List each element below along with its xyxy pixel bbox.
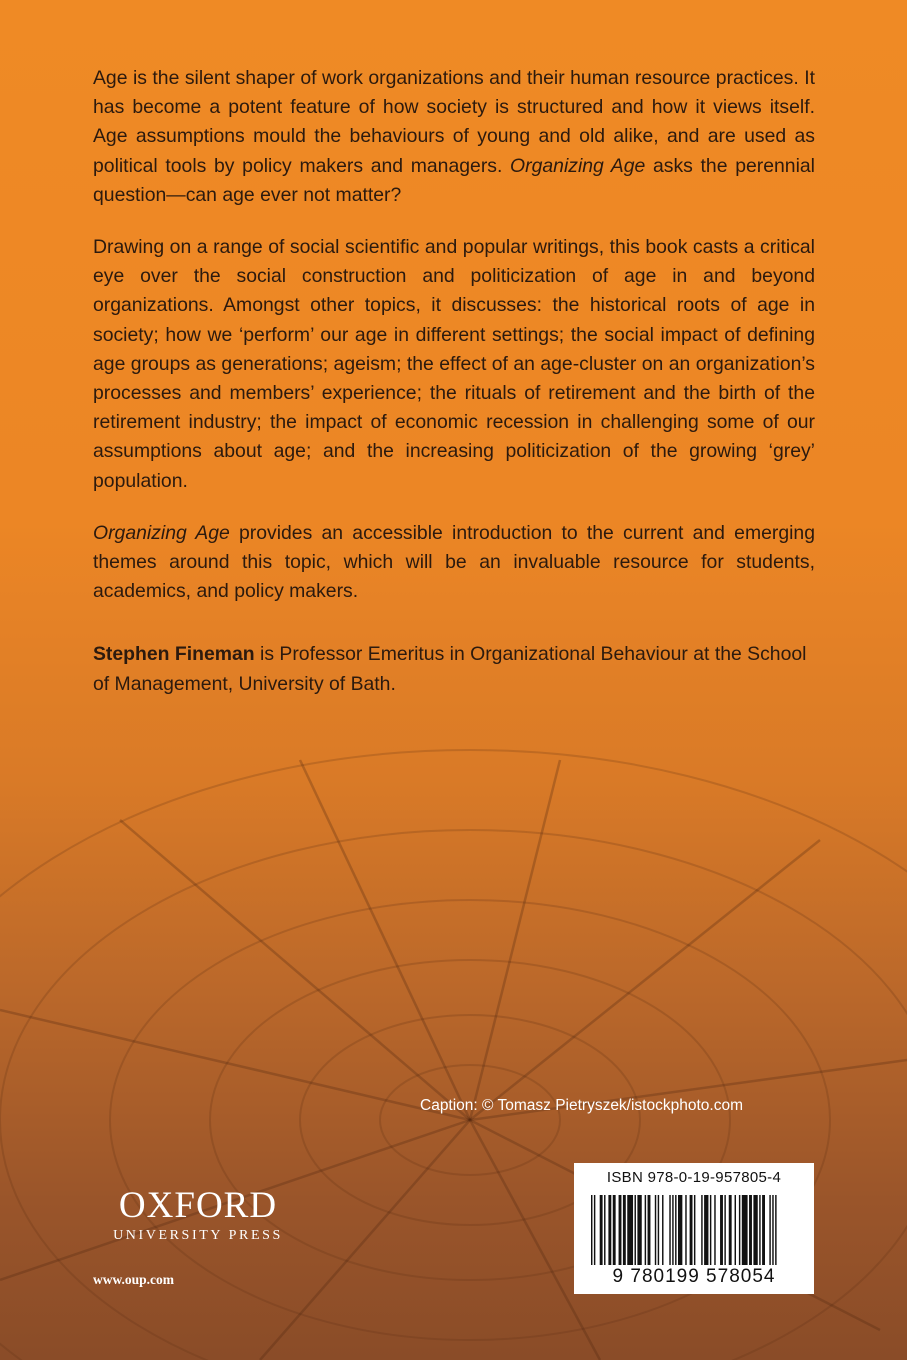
- barcode-bar: [655, 1195, 656, 1265]
- barcode-bars: [585, 1195, 803, 1265]
- author-name: Stephen Fineman: [93, 643, 255, 666]
- barcode-bar: [710, 1195, 711, 1265]
- isbn-barcode: [574, 1163, 814, 1294]
- barcode-bar: [701, 1195, 702, 1265]
- author-bio: Stephen Fineman is Professor Emeritus in Organizational Behaviour at the School of Management, University of Bath.: [93, 643, 807, 695]
- barcode-bar: [772, 1195, 773, 1265]
- barcode-bar: [690, 1195, 693, 1265]
- barcode-bar: [627, 1195, 633, 1265]
- barcode-bar: [635, 1195, 636, 1265]
- barcode-bar: [749, 1195, 752, 1265]
- barcode-bar: [619, 1195, 622, 1265]
- photo-caption: Caption: © Tomasz Pietryszek/istockphoto.com: [420, 1097, 743, 1114]
- barcode-bar: [604, 1195, 605, 1265]
- barcode-bar: [637, 1195, 641, 1265]
- barcode-bar: [594, 1195, 595, 1265]
- barcode-bar: [775, 1195, 776, 1265]
- blurb-paragraph-3: Organizing Age provides an accessible introduction to the current and emerging themes around this topic, which will be an invaluable resource for students, academics, and policy makers.: [93, 521, 816, 603]
- barcode-bar: [648, 1195, 651, 1265]
- isbn-label: ISBN 978-0-19-957805-4: [606, 1169, 782, 1186]
- barcode-bar: [678, 1195, 682, 1265]
- barcode-bar: [613, 1195, 616, 1265]
- barcode-bar: [685, 1195, 686, 1265]
- barcode-bar: [704, 1195, 708, 1265]
- barcode-bar: [672, 1195, 673, 1265]
- barcode-bar: [669, 1195, 670, 1265]
- publisher-url: www.oup.com: [93, 1272, 175, 1287]
- barcode-bar: [769, 1195, 770, 1265]
- barcode-bar: [729, 1195, 732, 1265]
- barcode-bar: [735, 1195, 736, 1265]
- barcode-bar: [753, 1195, 757, 1265]
- blurb-paragraph-1: Age is the silent shaper of work organizations and their human resource practices. It has become a potent feature of how society is structured and how it views itself. Age assumptions mould the behaviours of young and old alike, and are used as political tools by policy makers and managers. Organizing Age asks the perennial question—can age ever not matter?: [93, 67, 815, 206]
- blurb: [93, 64, 815, 722]
- barcode-bar: [623, 1195, 626, 1265]
- publisher-subtitle: UNIVERSITY PRESS: [113, 1228, 283, 1243]
- barcode-bar: [591, 1195, 592, 1265]
- barcode-digits: 9 780199 578054: [612, 1266, 776, 1287]
- barcode-bar: [762, 1195, 765, 1265]
- barcode-bar: [742, 1195, 748, 1265]
- barcode-bar: [714, 1195, 715, 1265]
- barcode-bar: [645, 1195, 646, 1265]
- barcode-bar: [724, 1195, 725, 1265]
- barcode-bar: [739, 1195, 740, 1265]
- barcode-bar: [600, 1195, 603, 1265]
- barcode-bar: [675, 1195, 676, 1265]
- barcode-bar: [759, 1195, 760, 1265]
- barcode-bar: [694, 1195, 695, 1265]
- barcode-bar: [608, 1195, 611, 1265]
- barcode-bar: [658, 1195, 659, 1265]
- book-title: Organizing Age: [93, 521, 230, 544]
- book-title: Organizing Age: [510, 154, 646, 177]
- publisher-name: OXFORD: [118, 1185, 278, 1226]
- barcode-bar: [662, 1195, 663, 1265]
- publisher-logo: [93, 1186, 303, 1244]
- barcode-bar: [720, 1195, 723, 1265]
- blurb-paragraph-2: Drawing on a range of social scientific and popular writings, this book casts a critical eye over the social construction and politicization of age in and beyond organizations. Amongst other topics, it discusses: the historical roots of age in society; how we ‘perform’ our age in different settings; the social impact of defining age groups as generations; ageism; the effect of an age-cluster on an organization’s processes and members’ experience; the rituals of retirement and the birth of the retirement industry; the impact of economic recession in challenging some of our assumptions about age; and the increasing politicization of the growing ‘grey’ population.: [93, 236, 815, 492]
